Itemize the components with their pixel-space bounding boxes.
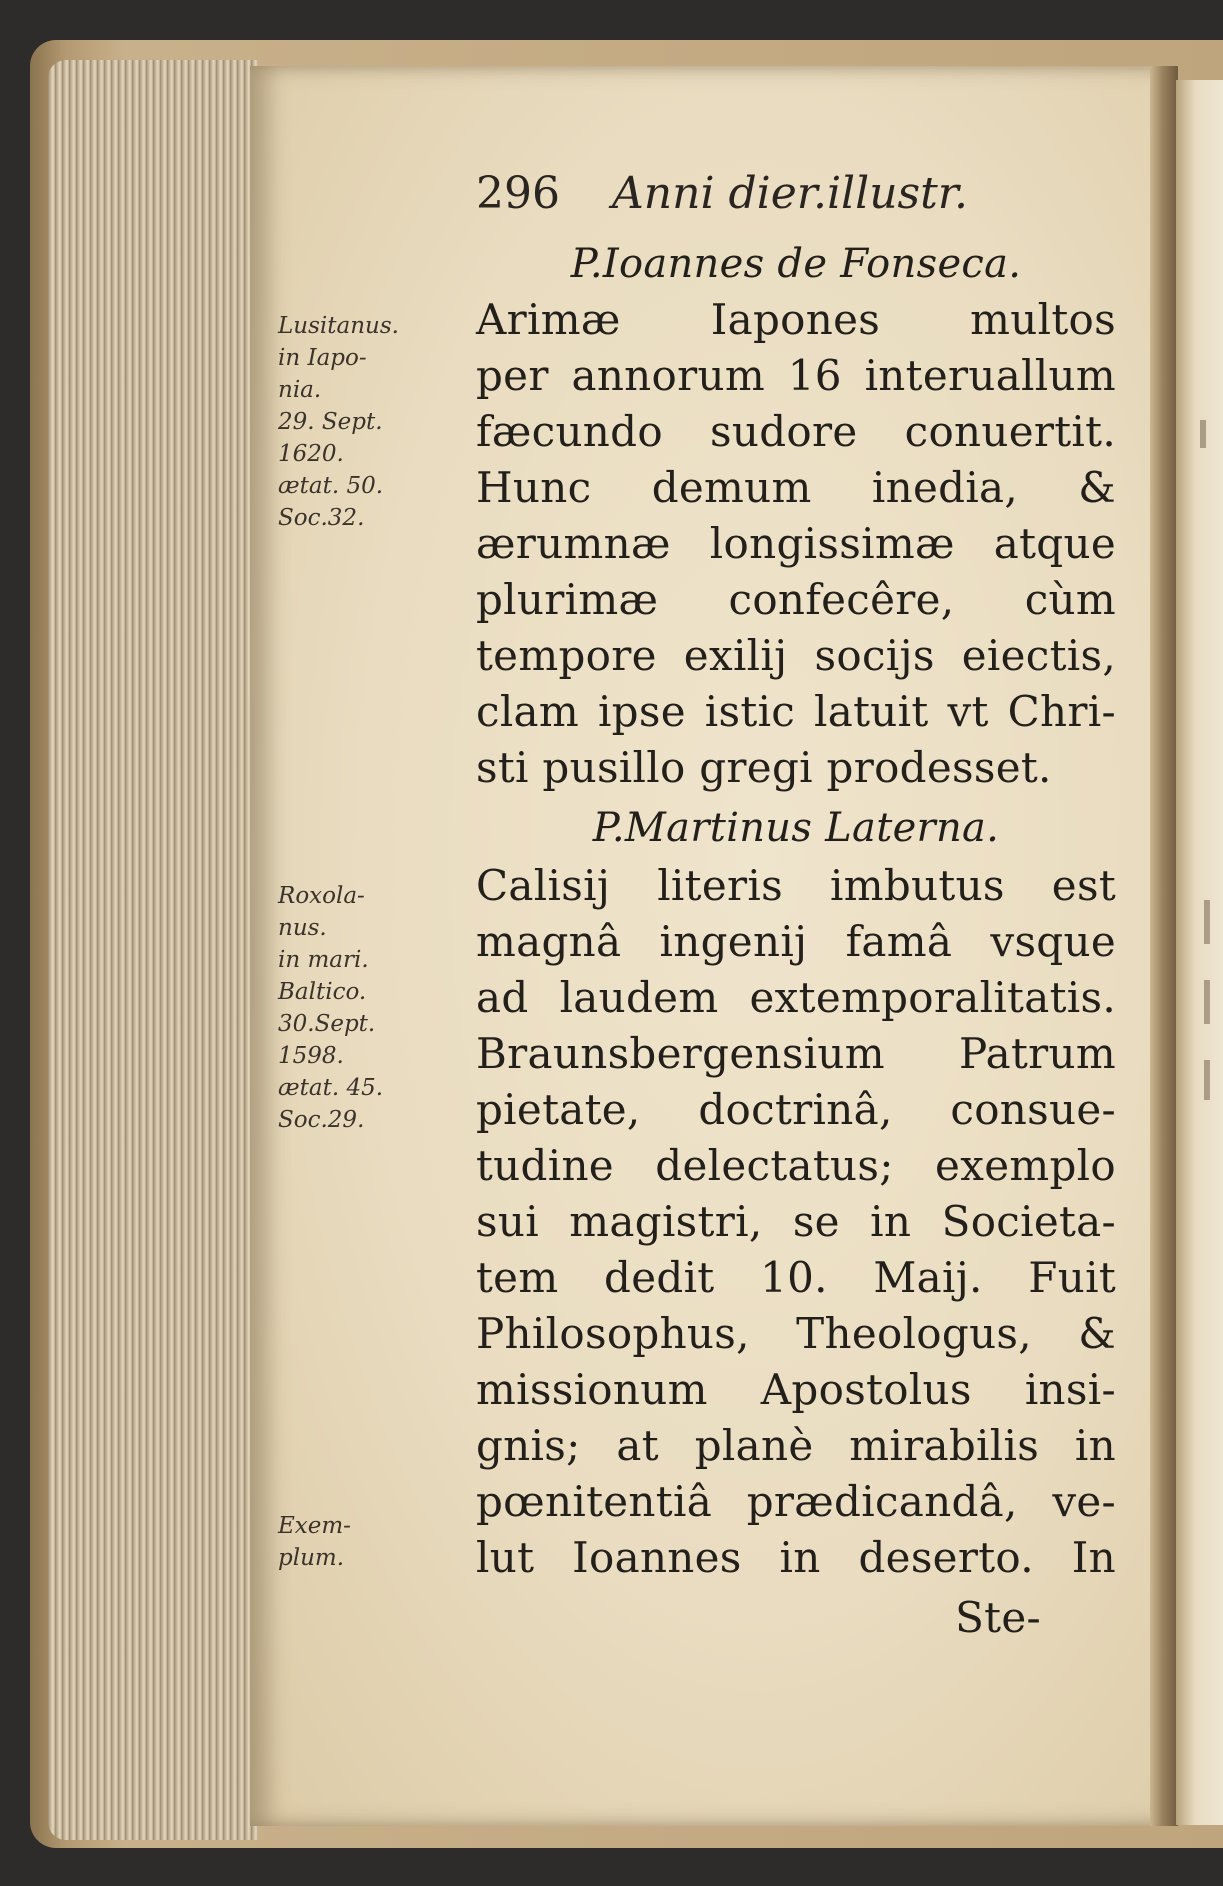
margin-note-line: 1620.	[278, 441, 344, 467]
text-line: Philosophus, Theologus, &	[476, 1309, 1116, 1358]
text-line: sui magistri, se in Societa-	[476, 1197, 1116, 1246]
facing-page-edge	[1176, 80, 1223, 1825]
text-line: Braunsbergensium Patrum	[476, 1029, 1116, 1078]
margin-note-line: nia.	[278, 377, 322, 403]
margin-note-line: Roxola-	[278, 883, 365, 909]
text-line: magnâ ingenij famâ vsque	[476, 917, 1116, 966]
margin-note-line: Soc.29.	[278, 1107, 365, 1133]
text-line: plurimæ confecêre, cùm	[476, 575, 1116, 624]
margin-note-line: plum.	[278, 1545, 345, 1571]
catchword: Ste-	[955, 1593, 1041, 1642]
text-line: pœnitentiâ prædicandâ, ve-	[476, 1477, 1116, 1526]
margin-note-line: in mari.	[278, 947, 369, 973]
text-line: per annorum 16 interuallum	[476, 351, 1116, 400]
text-line: ærumnæ longissimæ atque	[476, 519, 1116, 568]
margin-note-line: 29. Sept.	[278, 409, 383, 435]
text-line: Hunc demum inedia, &	[476, 463, 1116, 512]
show-through-mark	[1204, 1060, 1210, 1100]
text-line: tudine delectatus; exemplo	[476, 1141, 1116, 1190]
text-line: sti pusillo gregi prodesset.	[476, 743, 1052, 792]
text-line: tempore exilij socijs eiectis,	[476, 631, 1116, 680]
margin-note-line: ætat. 45.	[278, 1075, 384, 1101]
book-gutter	[1150, 66, 1178, 1826]
margin-note-line: Soc.32.	[278, 505, 365, 531]
text-line: clam ipse istic latuit vt Chri-	[476, 687, 1116, 736]
margin-note-exemplum	[278, 1510, 428, 1574]
text-line: missionum Apostolus insi-	[476, 1365, 1116, 1414]
page-edges	[48, 60, 258, 1840]
running-title: Anni dier.illustr.	[612, 168, 968, 219]
margin-note-line: Baltico.	[278, 979, 367, 1005]
margin-note-line: ætat. 50.	[278, 473, 384, 499]
show-through-mark	[1200, 420, 1206, 448]
margin-note-line: 30.Sept.	[278, 1011, 376, 1037]
text-line: gnis; at planè mirabilis in	[476, 1421, 1116, 1470]
margin-note-line: in Iapo-	[278, 345, 367, 371]
margin-note	[278, 310, 428, 534]
entry-heading: P.Martinus Laterna.	[592, 805, 1000, 851]
margin-note-line: 1598.	[278, 1043, 344, 1069]
text-line: ad laudem extemporalitatis.	[476, 973, 1116, 1022]
page-number: 296	[476, 168, 560, 219]
show-through-mark	[1204, 900, 1210, 944]
text-line: Calisij literis imbutus est	[476, 861, 1116, 910]
running-head	[0, 168, 1223, 228]
text-line: Arimæ Iapones multos	[476, 295, 1116, 344]
text-line: lut Ioannes in deserto. In	[476, 1533, 1116, 1582]
margin-note-line: nus.	[278, 915, 327, 941]
entry-heading: P.Ioannes de Fonseca.	[570, 241, 1022, 287]
margin-note-line: Exem-	[278, 1513, 351, 1539]
margin-note	[278, 880, 428, 1136]
show-through-mark	[1204, 980, 1210, 1024]
margin-note-line: Lusitanus.	[278, 313, 399, 339]
text-line: fæcundo sudore conuertit.	[476, 407, 1116, 456]
text-line: tem dedit 10. Maij. Fuit	[476, 1253, 1116, 1302]
text-line: pietate, doctrinâ, consue-	[476, 1085, 1116, 1134]
